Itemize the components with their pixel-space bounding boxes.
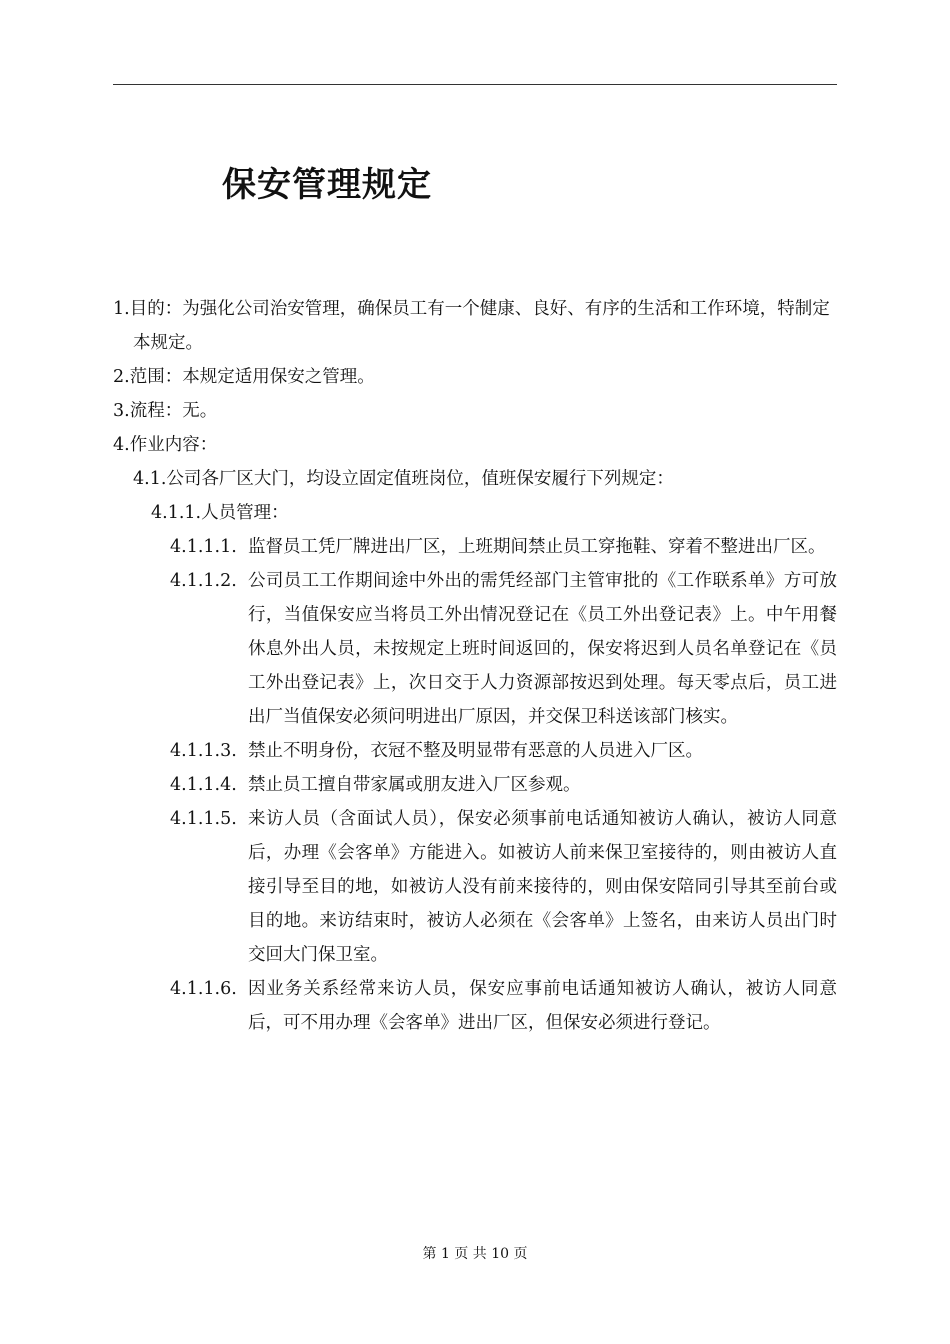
page-footer: 第 1 页 共 10 页: [422, 1246, 528, 1262]
clause-text: 公司员工工作期间途中外出的需凭经部门主管审批的《工作联系单》方可放行，当值保安应当将员工外出情况登记在《员工外出登记表》上。中午用餐休息外出人员，未按规定上班时间返回的，保安将迟到人员名单登记在《员工外出登记表》上，次日交于人力资源部按迟到处理。每天零点后，员工进出厂当值保安必须问明进出厂原因，并交保卫科送该部门核实。: [248, 571, 837, 727]
clause-number: 4.1.1.2.: [170, 571, 237, 591]
clause-4-1-1-2: [113, 564, 837, 734]
clause-4-1-1-1: [113, 530, 837, 564]
clause-number: 4.1.1.1.: [170, 537, 237, 557]
clause-4-1-1-4: [113, 768, 837, 802]
clause-number: 4.1.1.5.: [170, 809, 237, 829]
clause-4-1-1-6: [113, 972, 837, 1040]
document-title: 保安管理规定: [222, 165, 432, 205]
section-4-1: 4.1.公司各厂区大门，均设立固定值班岗位，值班保安履行下列规定：: [133, 469, 674, 489]
clause-number: 4.1.1.3.: [170, 741, 237, 761]
clause-number: 4.1.1.4.: [170, 775, 237, 795]
clause-text: 禁止员工擅自带家属或朋友进入厂区参观。: [248, 775, 581, 795]
section-purpose: 1.目的：为强化公司治安管理，确保员工有一个健康、良好、有序的生活和工作环境，特制定本规定。: [113, 299, 830, 353]
section-4-1-1: 4.1.1.人员管理：: [151, 503, 289, 523]
document-body: [113, 292, 837, 1040]
clause-text: 来访人员（含面试人员），保安必须事前电话通知被访人确认，被访人同意后，办理《会客单》方能进入。如被访人前来保卫室接待的，则由被访人直接引导至目的地，如被访人没有前来接待的，则由保安陪同引导其至前台或目的地。来访结束时，被访人必须在《会客单》上签名，由来访人员出门时交回大门保卫室。: [248, 809, 837, 965]
clause-text: 因业务关系经常来访人员，保安应事前电话通知被访人确认，被访人同意后，可不用办理《会客单》进出厂区，但保安必须进行登记。: [248, 979, 837, 1033]
clause-text: 监督员工凭厂牌进出厂区，上班期间禁止员工穿拖鞋、穿着不整进出厂区。: [248, 537, 826, 557]
clause-number: 4.1.1.6.: [170, 979, 237, 999]
clause-text: 禁止不明身份，衣冠不整及明显带有恶意的人员进入厂区。: [248, 741, 703, 761]
clause-4-1-1-5: [113, 802, 837, 972]
header-rule: [113, 84, 837, 85]
section-work-content: 4.作业内容：: [113, 435, 218, 455]
section-scope: 2.范围：本规定适用保安之管理。: [113, 367, 375, 387]
section-process: 3.流程：无。: [113, 401, 218, 421]
clause-4-1-1-3: [113, 734, 837, 768]
